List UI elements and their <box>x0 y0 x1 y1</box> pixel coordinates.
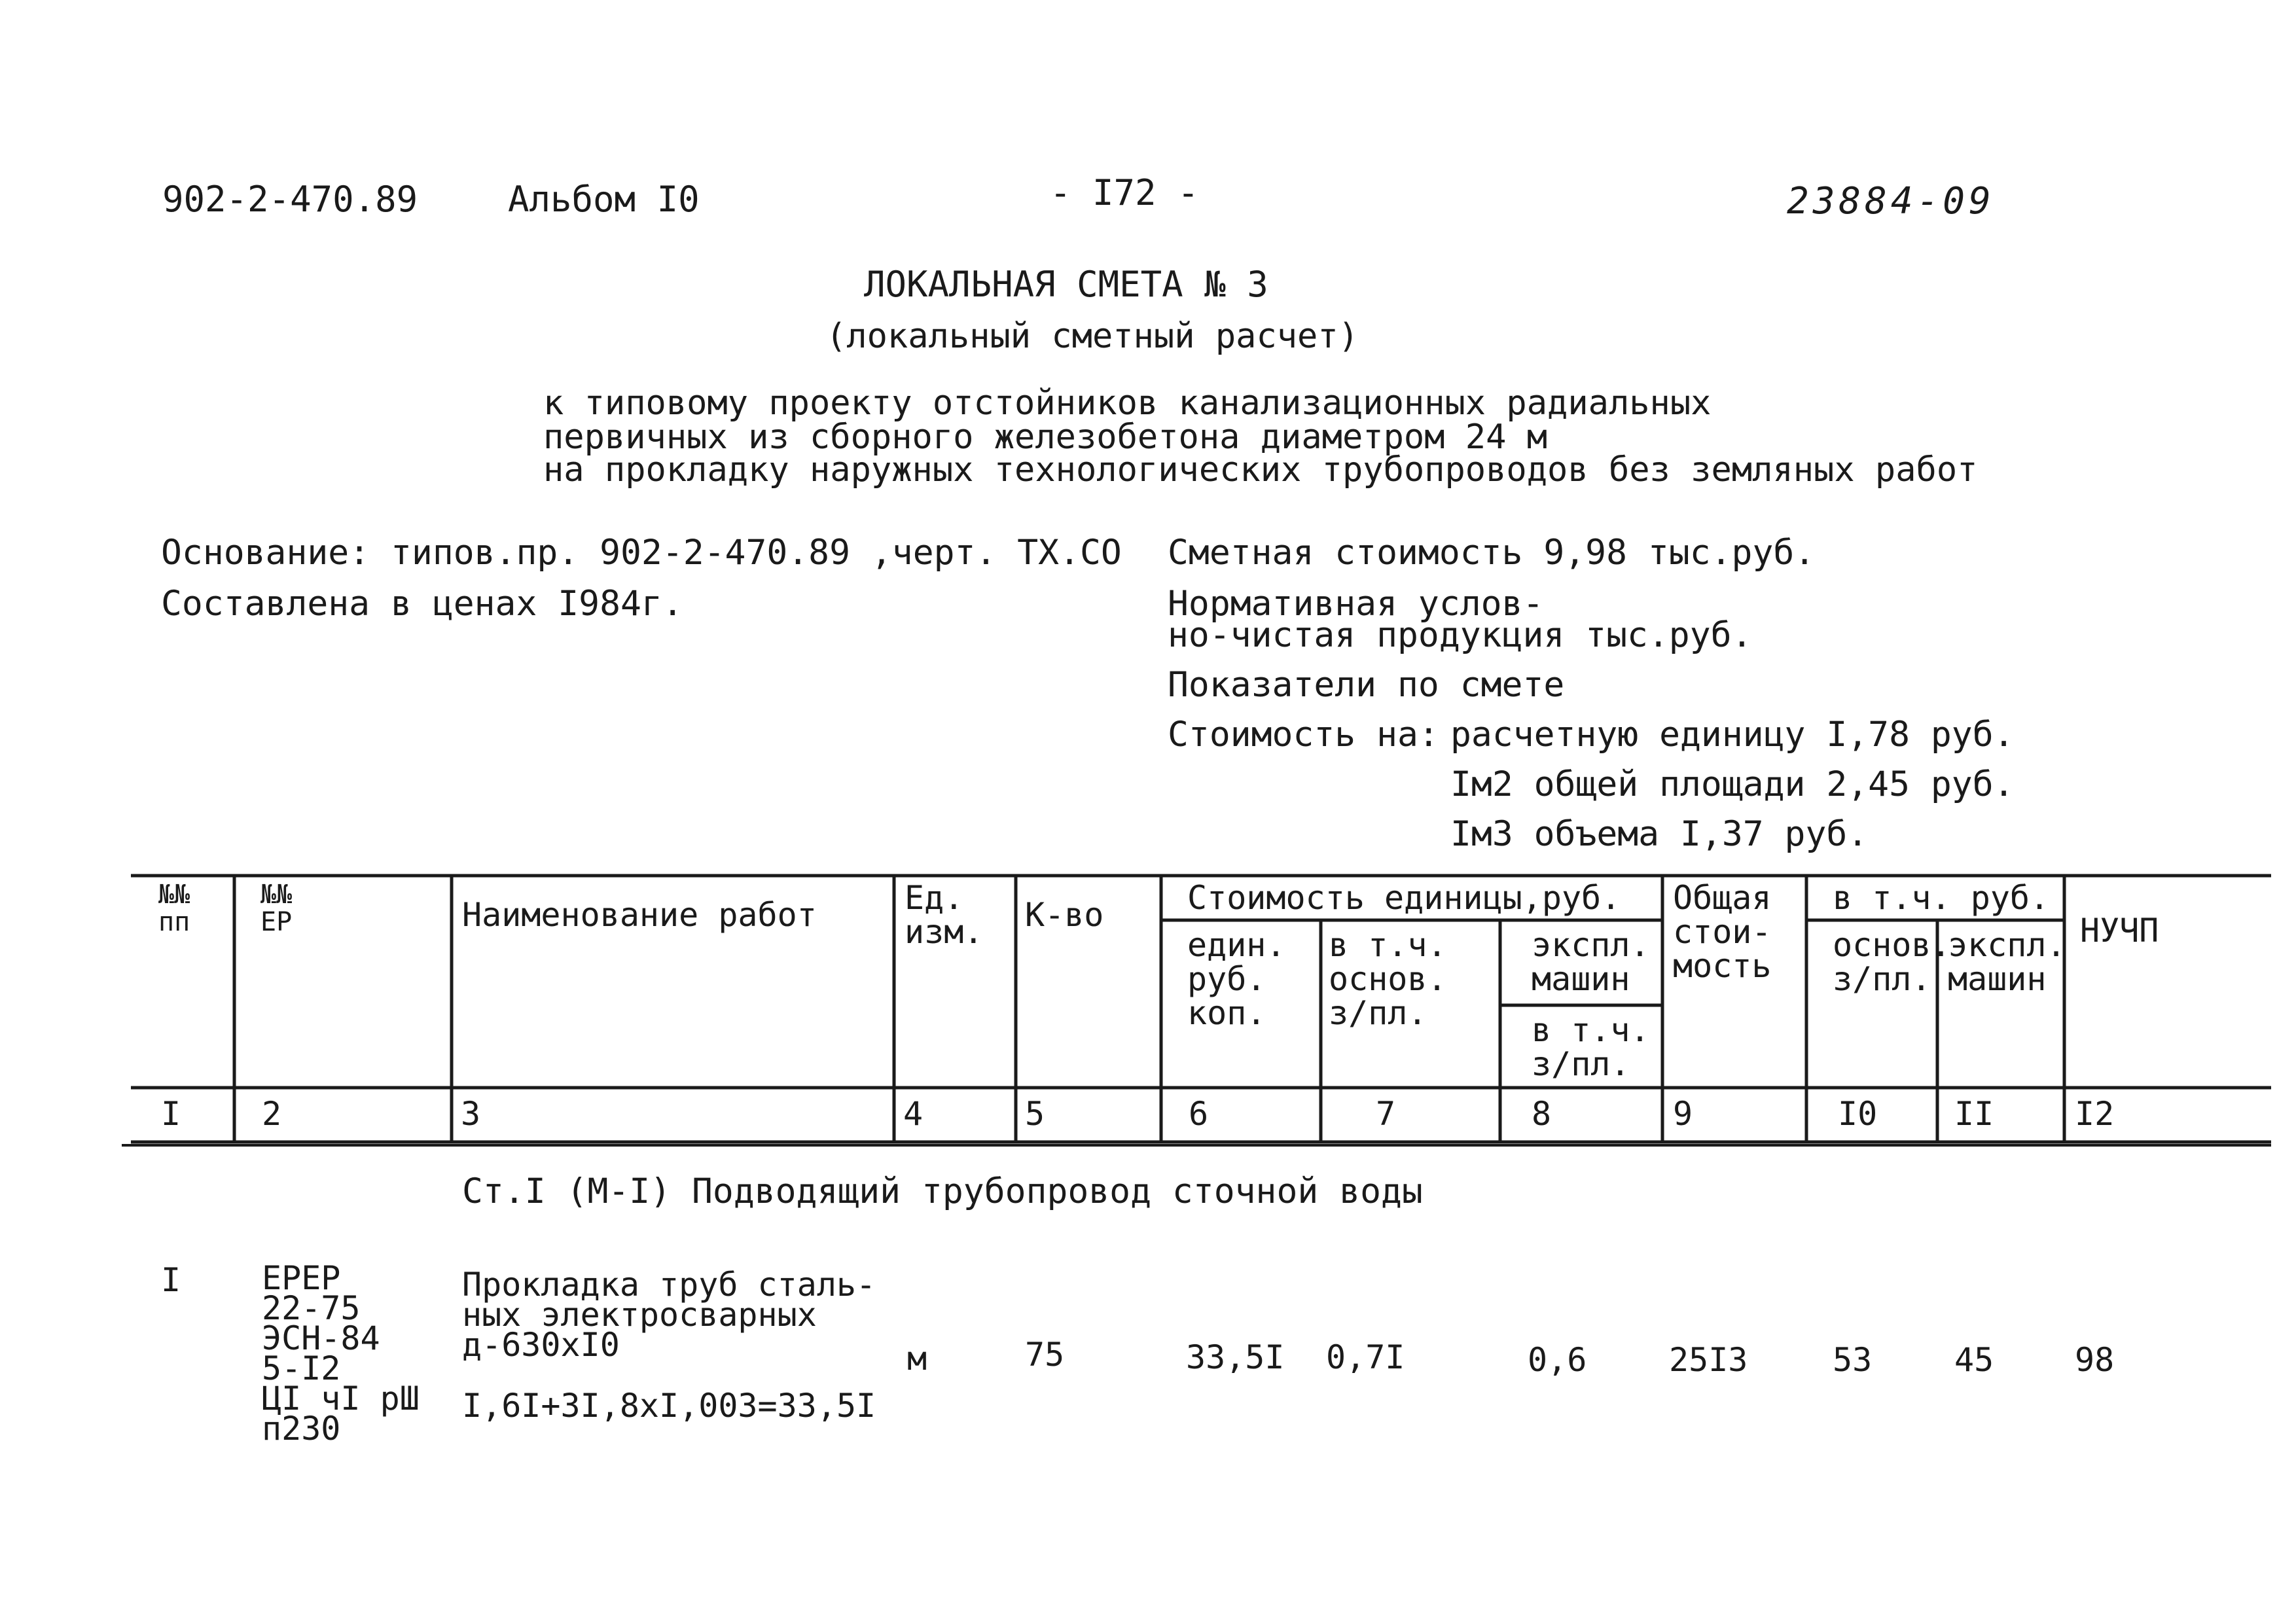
row-machine-cost: 0,6 <box>1528 1341 1587 1379</box>
column-number-5: 5 <box>1025 1095 1045 1133</box>
header-machine-wage: в т.ч. з/пл. <box>1532 1011 1650 1083</box>
normative-product-b: но-чистая продукция тыс.руб. <box>1168 615 1753 655</box>
column-number-12: I2 <box>2075 1095 2115 1133</box>
prices-year-line: Составлена в ценах I984г. <box>161 584 683 624</box>
section-title: Ст.I (М-I) Подводящий трубопровод сточной воды <box>462 1171 1423 1211</box>
column-number-8: 8 <box>1532 1095 1552 1133</box>
header-machine-cost: экспл. машин <box>1532 926 1650 998</box>
row-number: I <box>161 1261 181 1299</box>
normative-product-a: Нормативная услов- <box>1168 584 1544 624</box>
cost-per-label: Стоимость на: <box>1168 715 1439 755</box>
row-quantity: 75 <box>1025 1336 1065 1374</box>
row-total-cost: 25I3 <box>1669 1341 1748 1379</box>
row-er-codes: ЕРЕР 22-75 ЭСН-84 5-I2 ЦI чI рШ п230 <box>262 1259 420 1448</box>
album-label: Альбом I0 <box>508 179 700 220</box>
row-unit: м <box>907 1340 927 1378</box>
page-number: - I72 - <box>1050 172 1199 213</box>
row-nuchp: 98 <box>2075 1341 2115 1379</box>
header-er-number: №№ ЕР <box>260 880 293 937</box>
row-base-wage: 0,7I <box>1326 1338 1405 1376</box>
column-number-4: 4 <box>903 1095 924 1133</box>
column-number-10: I0 <box>1838 1095 1878 1133</box>
header-nuchp: НУЧП <box>2080 912 2159 950</box>
row-unit-cost: 33,5I <box>1186 1338 1285 1376</box>
row-machine-total: 45 <box>1954 1341 1994 1379</box>
cost-per-m3: Iм3 объема I,37 руб. <box>1450 814 1869 854</box>
column-number-2: 2 <box>262 1095 282 1133</box>
basis-line: Основание: типов.пр. 902-2-470.89 ,черт. ТХ.СО <box>161 533 1122 573</box>
header-work-name: Наименование работ <box>462 896 817 934</box>
subject-line-2: первичных из сборного железобетона диаметром 24 м <box>543 418 1548 457</box>
header-unit: Ед. изм. <box>905 879 984 951</box>
column-number-3: 3 <box>461 1095 481 1133</box>
row-base-wage-total: 53 <box>1833 1341 1873 1379</box>
project-code: 902-2-470.89 <box>162 179 418 220</box>
archive-stamp: 23884-09 <box>1787 180 1995 223</box>
subject-line-3: на прокладку наружных технологических трубопроводов без земляных работ <box>543 450 1978 490</box>
header-row-number: №№ пп <box>158 880 190 937</box>
header-quantity: К-во <box>1025 896 1104 934</box>
header-base-wage-total: основ. з/пл. <box>1833 926 1951 998</box>
header-total-cost: Общая стои- мость <box>1673 879 1772 985</box>
header-unit-cost-group: Стоимость единицы,руб. <box>1187 879 1621 917</box>
row-formula: I,6I+3I,8хI,003=33,5I <box>462 1387 876 1425</box>
subject-line-1: к типовому проекту отстойников канализационных радиальных <box>543 383 1712 423</box>
estimated-cost: Сметная стоимость 9,98 тыс.руб. <box>1168 533 1816 573</box>
column-number-9: 9 <box>1673 1095 1693 1133</box>
header-base-wage: в т.ч. основ. з/пл. <box>1329 926 1447 1032</box>
column-number-11: II <box>1954 1095 1994 1133</box>
column-number-6: 6 <box>1189 1095 1209 1133</box>
header-including-group: в т.ч. руб. <box>1833 879 2050 917</box>
row-work-name: Прокладка труб сталь- ных электросварных д-630хI0 <box>462 1266 876 1364</box>
header-unit-cost: един. руб. коп. <box>1187 926 1286 1032</box>
indicators-label: Показатели по смете <box>1168 665 1565 705</box>
document-subtitle: (локальный сметный расчет) <box>826 317 1359 356</box>
column-number-7: 7 <box>1376 1095 1396 1133</box>
document-title: ЛОКАЛЬНАЯ СМЕТА № 3 <box>864 264 1268 305</box>
column-number-1: I <box>161 1095 181 1133</box>
cost-per-m2: Iм2 общей площади 2,45 руб. <box>1450 764 2015 804</box>
cost-per-unit: расчетную единицу I,78 руб. <box>1450 715 2015 755</box>
header-machine-total: экспл. машин <box>1948 926 2066 998</box>
